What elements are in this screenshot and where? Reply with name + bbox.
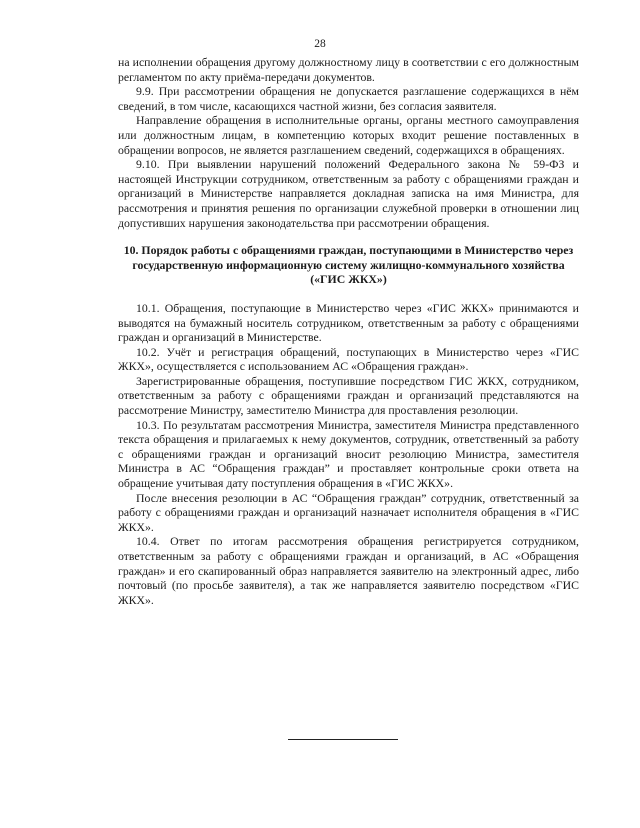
paragraph-10-4: 10.4. Ответ по итогам рассмотрения обращения регистрируется сотрудником, ответственным за работу с обращениями граждан и организаций, в АС «Обращения граждан» и его скапированный образ направляется заявителю на электронный адрес, либо почтовый (по просьбе заявителя), а так же направляется заявителю посредством «ГИС ЖКХ». [118, 534, 579, 607]
paragraph-10-3: 10.3. По результатам рассмотрения Министра, заместителя Министра представленного текста обращения и прилагаемых к нему документов, сотрудник, ответственный за работу с обращениями граждан и организаций вносит резолюцию Министра, заместителя Министра в АС “Обращения граждан” и проставляет контрольные сроки ответа на обращение учитывая дату поступления обращения в «ГИС ЖКХ». [118, 417, 579, 491]
paragraph-9-9: 9.9. При рассмотрении обращения не допускается разглашение содержащихся в нём сведений, в том числе, касающихся частной жизни, без согласия заявителя. [118, 84, 579, 113]
paragraph: Зарегистрированные обращения, поступившие посредством ГИС ЖКХ, сотрудником, ответственным за работу с обращениями граждан и организаций представляются на рассмотрение Министру, заместителю Министра для проставления резолюции. [118, 373, 579, 418]
paragraph: Направление обращения в исполнительные органы, органы местного самоуправления или должностным лицам, в компетенцию которых входит решение поставленных в обращении вопросов, не является разглашением сведений, содержащихся в обращениях. [118, 113, 579, 157]
document-body [118, 55, 579, 607]
paragraph: После внесения резолюции в АС “Обращения граждан” сотрудник, ответственный за работу с обращениями граждан и организаций назначает исполнителя обращения в «ГИС ЖКХ». [118, 490, 579, 534]
paragraph: на исполнении обращения другому должностному лицу в соответствии с его должностным регламентом по акту приёма-передачи документов. [118, 55, 579, 84]
paragraph-9-10: 9.10. При выявлении нарушений положений Федерального закона № 59-ФЗ и настоящей Инструкции сотрудником, ответственным за работу с обращениями граждан и организаций в Министерстве направляется докладная записка на имя Министра, для рассмотрения и принятия решения по организации служебной проверки в отношении лиц допустивших нарушения законодательства при рассмотрении обращения. [118, 157, 579, 230]
end-divider-line [288, 739, 398, 740]
paragraph-10-1: 10.1. Обращения, поступающие в Министерство через «ГИС ЖКХ» принимаются и выводятся на бумажный носитель сотрудником, ответственным за работу с обращениями граждан и организаций в Министерстве. [118, 300, 579, 345]
page-number: 28 [314, 38, 326, 50]
paragraph-10-2: 10.2. Учёт и регистрация обращений, поступающих в Министерство через «ГИС ЖКХ», осуществляется с использованием АС «Обращения граждан». [118, 344, 579, 374]
section-title: 10. Порядок работы с обращениями граждан, поступающими в Министерство через государственную информационную систему жилищно-коммунального хозяйства («ГИС ЖКХ») [123, 243, 574, 287]
